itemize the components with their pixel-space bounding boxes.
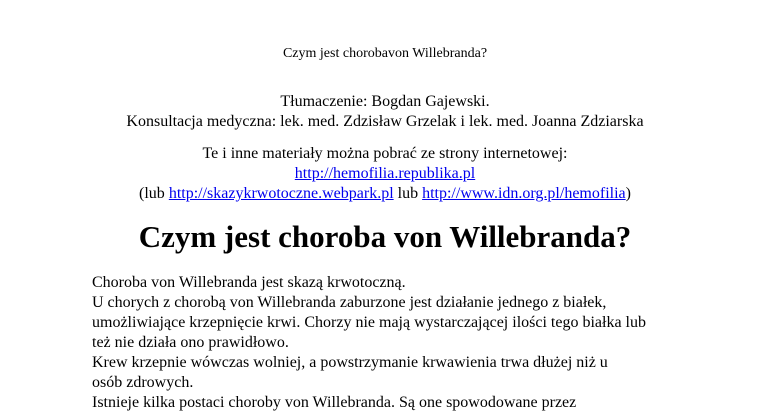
download-intro: Te i inne materiały można pobrać ze strony internetowej: [202,145,568,162]
download-info [0,144,770,204]
body-line: umożliwiające krzepnięcie krwi. Chorzy nie mają wystarczającej ilości tego białka lub [92,314,646,331]
alt-website-link-1[interactable]: http://skazykrwotoczne.webpark.pl [168,185,394,202]
main-heading: Czym jest choroba von Willebranda? [138,219,632,254]
alt-website-link-2[interactable]: http://www.idn.org.pl/hemofilia [422,185,626,202]
alt-links-separator: lub [393,185,423,202]
document-header-title: Czym jest chorobavon Willebranda? [282,46,488,61]
alternative-links-line [0,184,770,204]
body-line: osób zdrowych. [92,374,194,391]
credits-block [0,92,770,132]
consultation-credit: Konsultacja medyczna: lek. med. Zdzisław Grzelak i lek. med. Joanna Zdziarska [126,113,644,130]
body-line: Choroba von Willebranda jest skazą krwotoczną. [92,274,406,291]
body-line: Krew krzepnie wówczas wolniej, a powstrzymanie krwawienia trwa dłużej niż u [92,354,608,371]
primary-website-link[interactable]: http://hemofilia.republika.pl [294,165,476,182]
alt-links-close: ) [625,185,631,202]
body-text [92,273,712,413]
body-line: też nie działa ono prawidłowo. [92,334,289,351]
body-line: Istnieje kilka postaci choroby von Willebranda. Są one spowodowane przez [92,394,577,411]
body-line: U chorych z chorobą von Willebranda zaburzone jest działanie jednego z białek, [92,294,607,311]
alt-links-open: (lub [139,185,169,202]
translation-credit: Tłumaczenie: Bogdan Gajewski. [280,93,490,110]
